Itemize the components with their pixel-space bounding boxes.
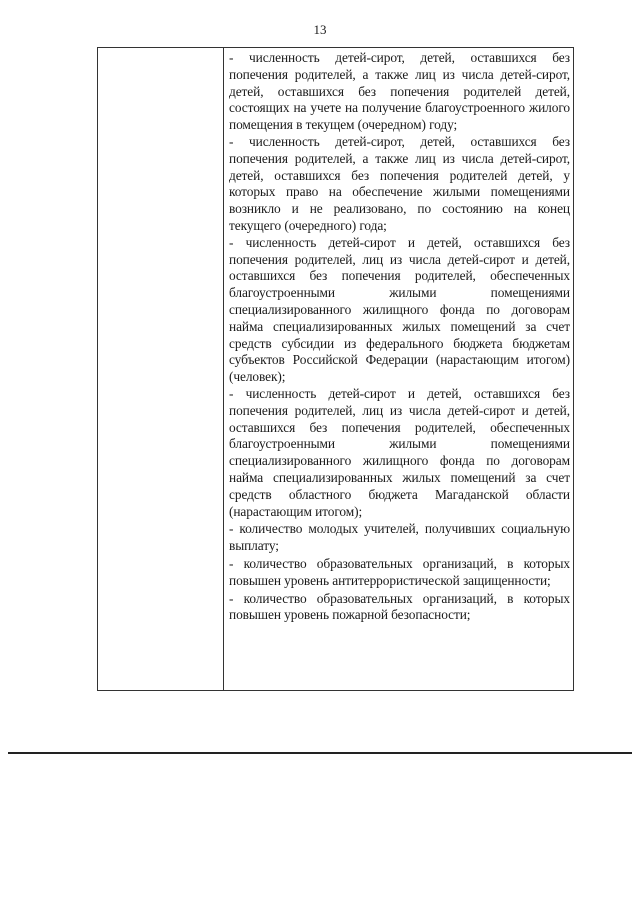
table-right-cell xyxy=(224,48,573,690)
bottom-divider xyxy=(8,752,632,754)
indicators-table xyxy=(97,47,574,691)
page-number: 13 xyxy=(313,22,327,37)
indicator-item: - численность детей-сирот и детей, оставшихся без попечения родителей, лиц из числа детей-сирот и детей, оставшихся без попечения родителей, обеспеченных благоустроенными жилыми помещениями специализированного жилищного фонда по договорам найма специализированных жилых помещений за счет средств областного бюджета Магаданской области (нарастающим итогом); xyxy=(229,385,570,519)
indicator-item: - численность детей-сирот, детей, оставшихся без попечения родителей, а также лиц из числа детей-сирот, детей, оставшихся без попечения родителей детей, у которых право на обеспечение жилыми помещениями возникло и не реализовано, по состоянию на конец текущего (очередного) года; xyxy=(229,133,570,233)
table-left-cell xyxy=(98,48,224,690)
indicator-item: - количество образовательных организаций, в которых повышен уровень антитеррористической защищенности; xyxy=(229,555,570,588)
indicator-item: - численность детей-сирот и детей, оставшихся без попечения родителей, лиц из числа детей-сирот и детей, оставшихся без попечения родителей, обеспеченных благоустроенными жилыми помещениями специализированного жилищного фонда по договорам найма специализированных жилых помещений за счет средств субсидии из федерального бюджета бюджетам субъектов Российской Федерации (нарастающим итогом) (человек); xyxy=(229,234,570,385)
indicator-item: - количество молодых учителей, получивших социальную выплату; xyxy=(229,521,570,554)
indicator-item: - численность детей-сирот, детей, оставшихся без попечения родителей, а также лиц из числа детей-сирот, детей, оставшихся без попечения родителей детей, состоящих на учете на получение благоустроенного жилого помещения в текущем (очередном) году; xyxy=(229,50,570,133)
indicator-item: - количество образовательных организаций, в которых повышен уровень пожарной безопасности; xyxy=(229,590,570,623)
